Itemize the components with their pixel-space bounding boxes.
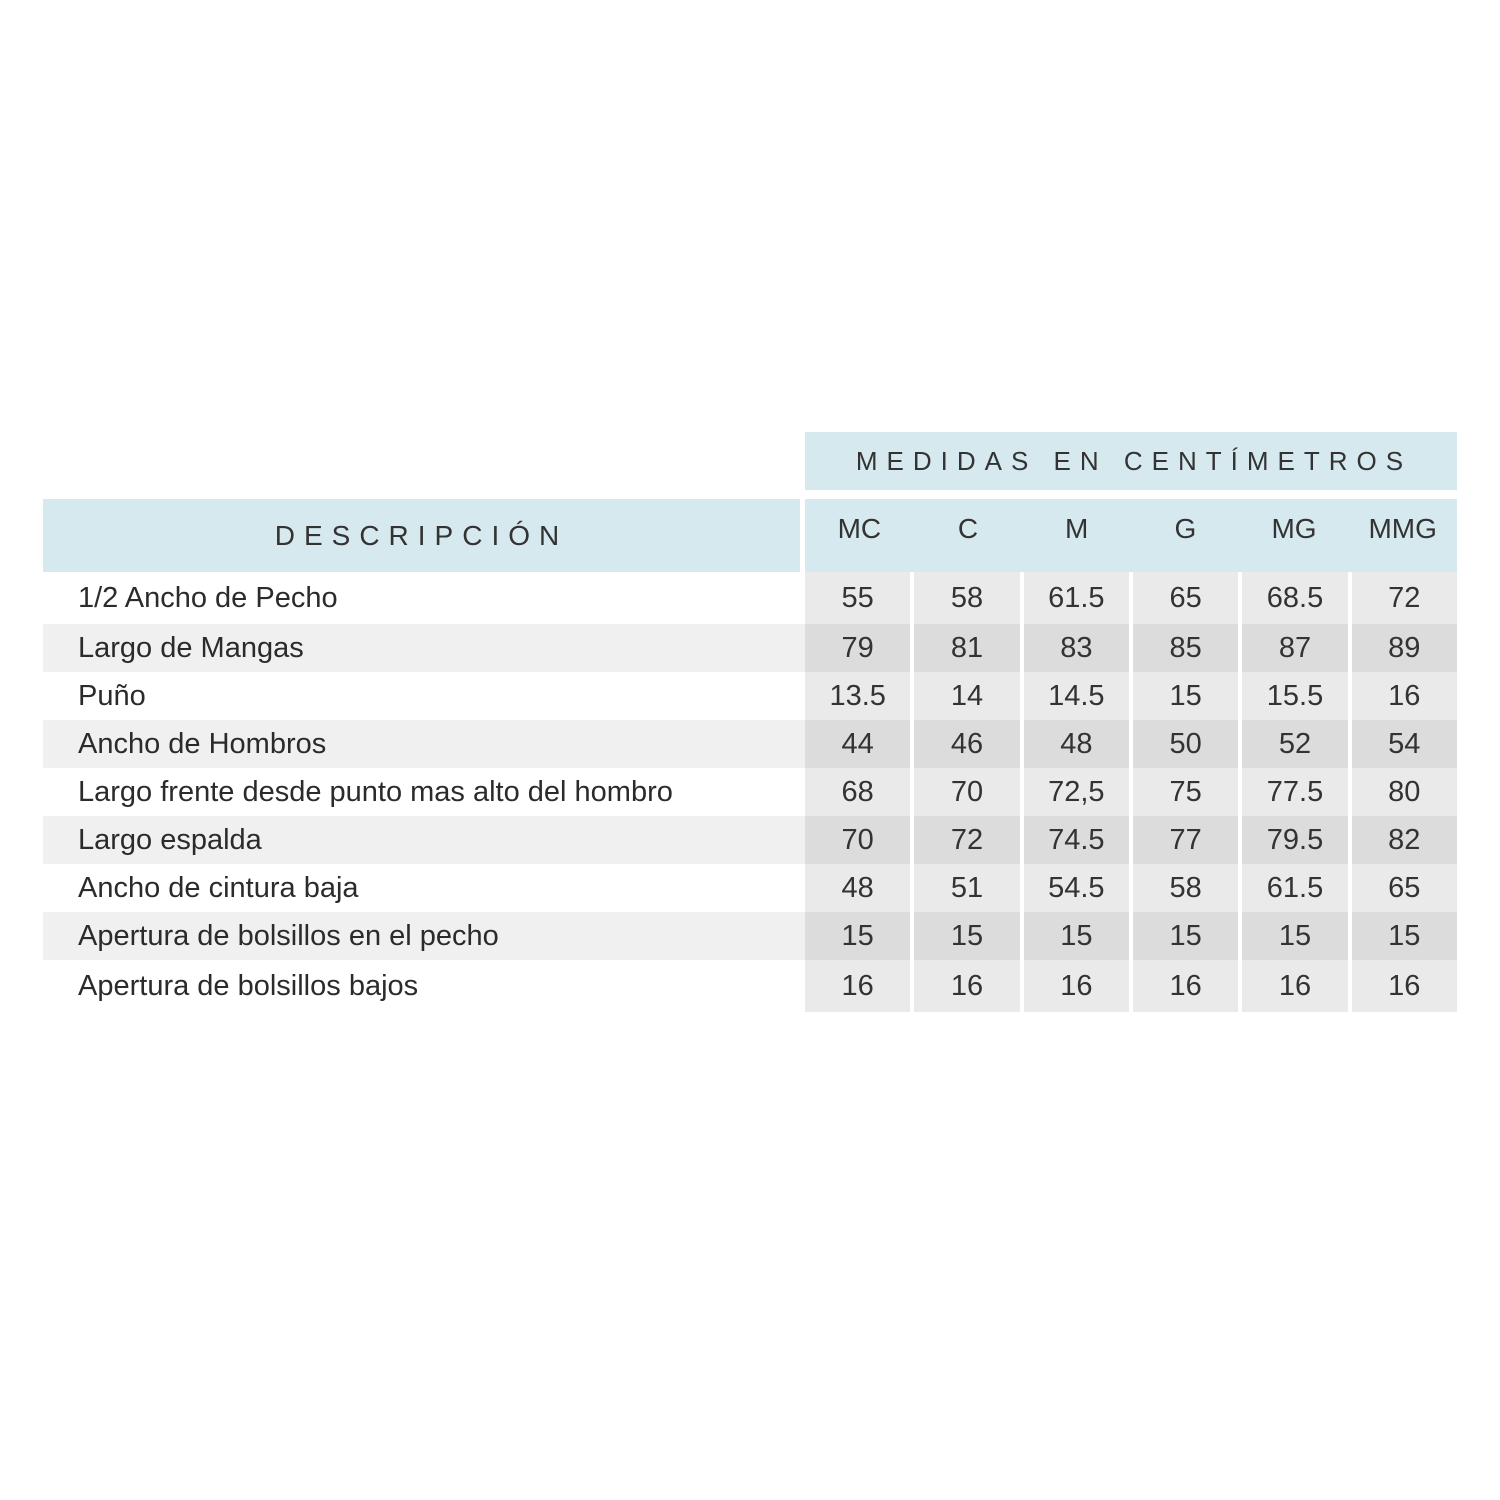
measurement-cell: 14 [914, 672, 1023, 720]
measurement-cell: 50 [1133, 720, 1242, 768]
measurement-cell: 15 [805, 912, 914, 960]
measurement-cell: 61.5 [1024, 572, 1133, 624]
measurement-cell: 16 [1352, 960, 1457, 1012]
measurement-cell: 46 [914, 720, 1023, 768]
measurement-cell: 15 [1024, 912, 1133, 960]
row-description: Ancho de Hombros [43, 720, 805, 768]
table-row [43, 912, 1457, 960]
table-row [43, 816, 1457, 864]
measurement-cell: 44 [805, 720, 914, 768]
measurement-cell: 61.5 [1242, 864, 1351, 912]
size-header-c: C [957, 513, 979, 544]
size-header-g: G [1174, 513, 1197, 544]
description-header: DESCRIPCIÓN [43, 499, 800, 572]
measurement-cell: 58 [1133, 864, 1242, 912]
measurement-cell: 79 [805, 624, 914, 672]
measurement-cell: 48 [805, 864, 914, 912]
measurement-cell: 16 [805, 960, 914, 1012]
measurement-cell: 13.5 [805, 672, 914, 720]
measurement-cell: 74.5 [1024, 816, 1133, 864]
measurement-cell: 79.5 [1242, 816, 1351, 864]
size-header-row [805, 499, 1457, 572]
measurement-cell: 89 [1352, 624, 1457, 672]
measurement-cell: 16 [1024, 960, 1133, 1012]
measurement-cell: 16 [1242, 960, 1351, 1012]
measurement-cell: 72,5 [1024, 768, 1133, 816]
measurement-cell: 16 [1133, 960, 1242, 1012]
size-header-mg: MG [1271, 513, 1317, 544]
row-description: Puño [43, 672, 805, 720]
table-row [43, 960, 1457, 1012]
row-description: Ancho de cintura baja [43, 864, 805, 912]
measurement-cell: 16 [1352, 672, 1457, 720]
measurement-cell: 70 [914, 768, 1023, 816]
row-description: 1/2 Ancho de Pecho [43, 572, 805, 624]
measurement-cell: 77.5 [1242, 768, 1351, 816]
row-description: Largo espalda [43, 816, 805, 864]
size-table-body [43, 572, 1457, 1012]
size-header-mmg: MMG [1368, 513, 1437, 544]
measurement-cell: 51 [914, 864, 1023, 912]
measurement-cell: 52 [1242, 720, 1351, 768]
table-row [43, 672, 1457, 720]
row-description: Largo frente desde punto mas alto del hombro [43, 768, 805, 816]
measurement-cell: 82 [1352, 816, 1457, 864]
measurement-cell: 75 [1133, 768, 1242, 816]
measurement-cell: 48 [1024, 720, 1133, 768]
measurement-cell: 15.5 [1242, 672, 1351, 720]
table-row [43, 768, 1457, 816]
measurement-cell: 14.5 [1024, 672, 1133, 720]
measurement-cell: 55 [805, 572, 914, 624]
measurement-cell: 65 [1352, 864, 1457, 912]
table-row [43, 624, 1457, 672]
measurement-cell: 85 [1133, 624, 1242, 672]
measurement-cell: 81 [914, 624, 1023, 672]
measurement-cell: 68.5 [1242, 572, 1351, 624]
measurement-cell: 15 [1133, 672, 1242, 720]
measurement-cell: 80 [1352, 768, 1457, 816]
measurement-cell: 54.5 [1024, 864, 1133, 912]
measurement-cell: 87 [1242, 624, 1351, 672]
measurement-cell: 54 [1352, 720, 1457, 768]
size-header-m: M [1065, 513, 1089, 544]
measurement-cell: 15 [1352, 912, 1457, 960]
measurement-cell: 72 [1352, 572, 1457, 624]
measurement-cell: 68 [805, 768, 914, 816]
measurement-cell: 58 [914, 572, 1023, 624]
measurement-cell: 83 [1024, 624, 1133, 672]
table-row [43, 572, 1457, 624]
measurement-cell: 16 [914, 960, 1023, 1012]
measurement-cell: 70 [805, 816, 914, 864]
units-header: MEDIDAS EN CENTÍMETROS [805, 432, 1457, 490]
row-description: Apertura de bolsillos en el pecho [43, 912, 805, 960]
measurement-cell: 72 [914, 816, 1023, 864]
row-description: Apertura de bolsillos bajos [43, 960, 805, 1012]
measurement-cell: 65 [1133, 572, 1242, 624]
row-description: Largo de Mangas [43, 624, 805, 672]
measurement-cell: 15 [1133, 912, 1242, 960]
measurement-cell: 15 [1242, 912, 1351, 960]
measurement-cell: 77 [1133, 816, 1242, 864]
measurement-cell: 15 [914, 912, 1023, 960]
table-row [43, 720, 1457, 768]
table-row [43, 864, 1457, 912]
size-header-mc: MC [837, 513, 882, 544]
